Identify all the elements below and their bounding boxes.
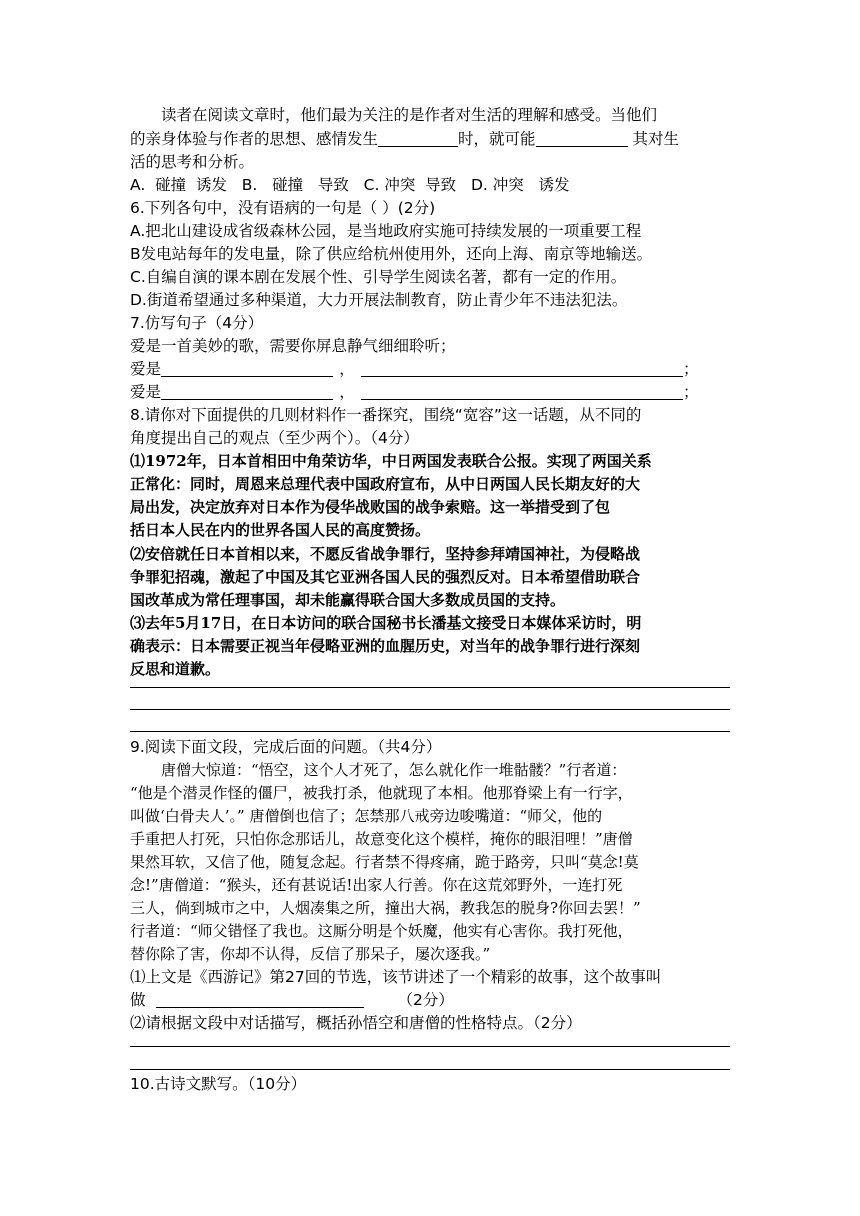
novel-passage-line: 行者道：“师父错怪了我也。这厮分明是个妖魔，他实有心害你。我打死他，	[130, 922, 633, 940]
novel-passage-line: 手重把人打死，只怕你念那话儿，故意变化这个模样，掩你的眼泪哩！”唐僧	[130, 830, 633, 848]
question-8-stem: 8.请你对下面提供的几则材料作一番探究，围绕“宽容”这一话题，从不同的	[130, 406, 642, 424]
novel-passage-line: 念!”唐僧道：“猴头，还有甚说话!出家人行善。你在这荒郊野外，一连打死	[130, 876, 623, 894]
option-a: A.把北山建设成省级森林公园，是当地政府实施可持续发展的一项重要工程	[130, 222, 642, 240]
answer-line[interactable]	[130, 1069, 730, 1070]
blank-story-title[interactable]	[156, 991, 364, 1008]
sub-question-1: 做 （2分）	[130, 991, 454, 1009]
question-6-stem: 6.下列各句中，没有语病的一句是（ ）(2分)	[130, 199, 436, 217]
material-3-line: ⑶去年5月17日，在日本访问的联合国秘书长潘基文接受日本媒体采访时，明	[130, 614, 642, 632]
material-2-line: 国改革成为常任理事国，却未能赢得联合国大多数成员国的支持。	[130, 591, 566, 609]
material-3-line: 确表示：日本需要正视当年侵略亚洲的血腥历史，对当年的战争罪行进行深刻	[130, 637, 641, 655]
material-1-line: 括日本人民在内的世界各国人民的高度赞扬。	[130, 521, 431, 539]
option-d: D.街道希望通过多种渠道，大力开展法制教育，防止青少年不违法犯法。	[130, 291, 628, 309]
novel-passage-line: 叫做‘白骨夫人’。” 唐僧倒也信了；怎禁那八戒旁边唆嘴道：“师父，他的	[130, 807, 603, 825]
material-1-line: 正常化：同时，周恩来总理代表中国政府宣布，从中日两国人民长期友好的大	[130, 475, 641, 493]
question-7-stem: 7.仿写句子（4分）	[130, 314, 264, 332]
material-3-line: 反思和道歉。	[130, 660, 221, 678]
novel-passage-line: 替你除了害，你却不认得，反信了那呆子，屡次逐我。”	[130, 945, 491, 963]
novel-passage-line: 三人，倘到城市之中，人烟凑集之所，撞出大祸，教我怎的脱身?你回去罢！”	[130, 899, 641, 917]
blank-1[interactable]	[378, 130, 458, 147]
answer-line[interactable]	[130, 687, 730, 688]
passage-line: 活的思考和分析。	[130, 153, 255, 171]
sub-question-1: ⑴上文是《西游记》第27回的节选，该节讲述了一个精彩的故事，这个故事叫	[130, 968, 662, 986]
material-2-line: ⑵安倍就任日本首相以来，不愿反省战争罪行，坚持参拜靖国神社，为侵略战	[130, 545, 641, 563]
imitation-line: 爱是 ， ；	[130, 360, 699, 378]
blank-imitation-2a[interactable]	[161, 383, 333, 400]
passage-line: 读者在阅读文章时，他们最为关注的是作者对生活的理解和感受。当他们	[161, 106, 658, 124]
blank-imitation-1a[interactable]	[161, 360, 333, 377]
answer-line[interactable]	[130, 731, 730, 732]
blank-imitation-2b[interactable]	[361, 383, 683, 400]
answer-line[interactable]	[130, 1046, 730, 1047]
question-9-stem: 9.阅读下面文段，完成后面的问题。（共4分）	[130, 738, 442, 756]
example-sentence: 爱是一首美妙的歌，需要你屏息静气细细聆听；	[130, 337, 456, 355]
blank-imitation-1b[interactable]	[361, 360, 683, 377]
question-8-stem: 角度提出自己的观点（至少两个）。（4分）	[130, 429, 419, 447]
option-b: B发电站每年的发电量，除了供应给杭州使用外，还向上海、南京等地输送。	[130, 245, 653, 263]
option-c: C.自编自演的课本剧在发展个性、引导学生阅读名著，都有一定的作用。	[130, 268, 627, 286]
answer-options: A. 碰撞 诱发 B. 碰撞 导致 C. 冲突 导致 D. 冲突 诱发	[130, 176, 570, 194]
material-1-line: ⑴1972年，日本首相田中角荣访华，中日两国发表联合公报。实现了两国关系	[130, 452, 652, 470]
material-2-line: 争罪犯招魂，激起了中国及其它亚洲各国人民的强烈反对。日本希望借助联合	[130, 568, 641, 586]
sub-question-2: ⑵请根据文段中对话描写，概括孙悟空和唐僧的性格特点。（2分）	[130, 1014, 582, 1032]
question-10-stem: 10.古诗文默写。（10分）	[130, 1075, 307, 1093]
blank-2[interactable]	[536, 130, 628, 147]
answer-line[interactable]	[130, 709, 730, 710]
imitation-line: 爱是 ， ；	[130, 383, 699, 401]
novel-passage-line: 果然耳软，又信了他，随复念起。行者禁不得疼痛，跪于路旁，只叫“莫念!莫	[130, 853, 639, 871]
material-1-line: 局出发，决定放弃对日本作为侵华战败国的战争索赔。这一举措受到了包	[130, 498, 611, 516]
novel-passage-line: 唐僧大惊道：“悟空，这个人才死了，怎么就化作一堆骷髅？”行者道：	[161, 761, 627, 779]
novel-passage-line: “他是个潜灵作怪的僵尸，被我打杀，他就现了本相。他那脊梁上有一行字，	[130, 784, 633, 802]
passage-line: 的亲身体验与作者的思想、感情发生 时，就可能 其对生	[130, 130, 679, 148]
